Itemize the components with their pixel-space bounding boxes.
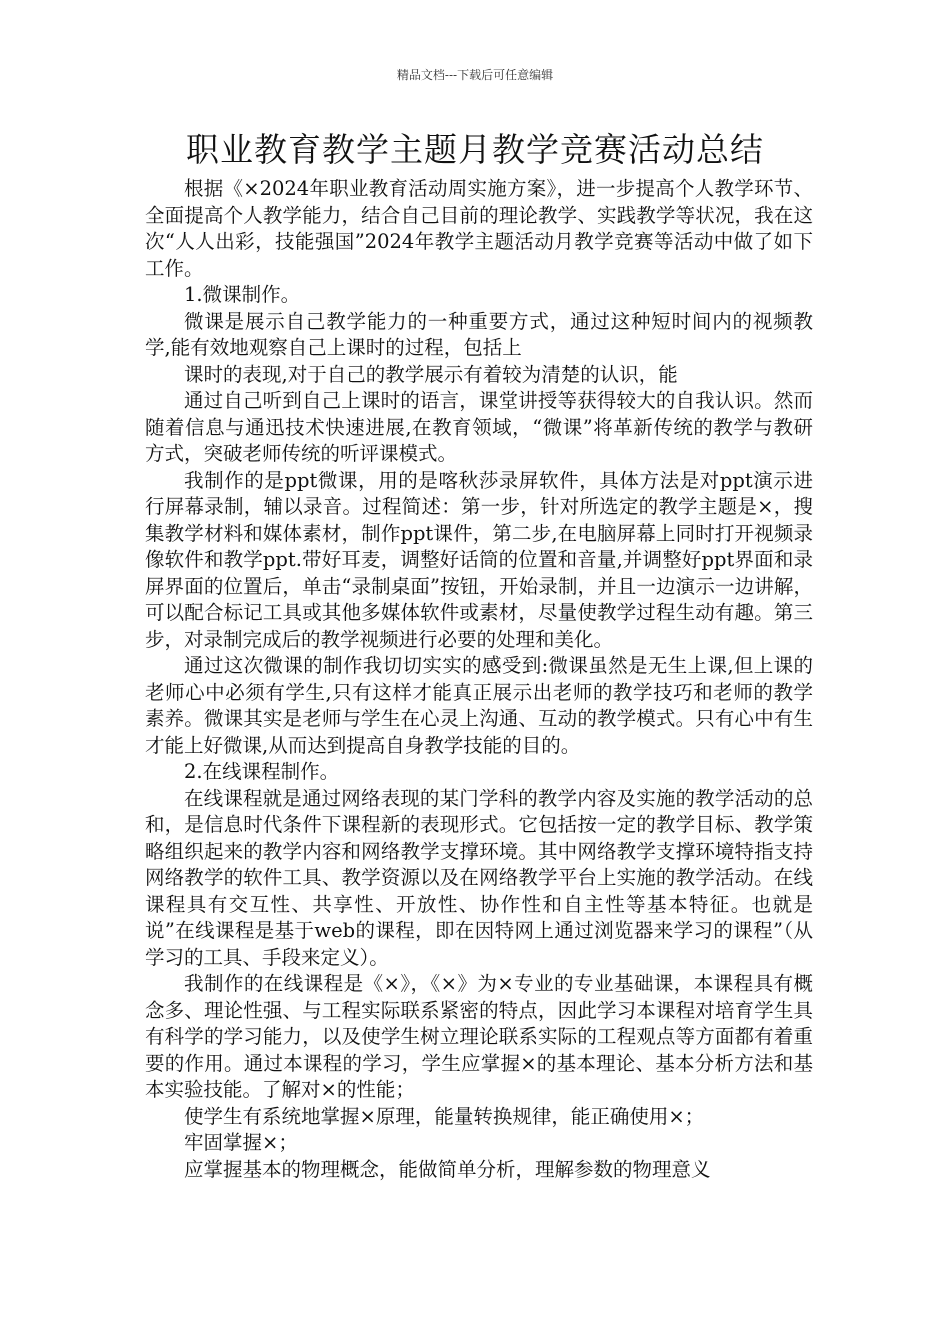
paragraph-ppt-method: 我制作的是ppt微课，用的是喀秋莎录屏软件，具体方法是对ppt演示进行屏幕录制，辅以录音。过程简述：第一步，针对所选定的教学主题是×，搜集教学材料和媒体素材，制作ppt课件，第二步,在电脑屏幕上同时打开视频录像软件和教学ppt.带好耳麦，调整好话筒的位置和音量,并调整好ppt界面和录屏界面的位置后，单击“录制桌面”按钮，开始录制，并且一边演示一边讲解，可以配合标记工具或其他多媒体软件或素材，尽量使教学过程生动有趣。第三步，对录制完成后的教学视频进行必要的处理和美化。 <box>145 468 813 651</box>
paragraph-goal-2: 牢固掌握×； <box>184 1131 298 1154</box>
document-title: 职业教育教学主题月教学竞赛活动总结 <box>186 130 764 169</box>
section-heading-micro-lesson: 1.微课制作。 <box>184 283 301 306</box>
paragraph-micro-lesson-reflection: 通过这次微课的制作我切切实实的感受到:微课虽然是无生上课,但上课的老师心中必须有学生,只有这样才能真正展示出老师的教学技巧和老师的教学素养。微课其实是老师与学生在心灵上沟通、互动的教学模式。只有心中有生才能上好微课,从而达到提高自身教学技能的目的。 <box>145 654 813 757</box>
paragraph-intro: 根据《×2024年职业教育活动周实施方案》，进一步提高个人教学环节、全面提高个人教学能力，结合自己目前的理论教学、实践教学等状况，我在这次“人人出彩，技能强国”2024年教学主题活动月教学竞赛等活动中做了如下工作。 <box>145 177 813 280</box>
paragraph-self-awareness: 通过自己听到自己上课时的语言，课堂讲授等获得较大的自我认识。然而随着信息与通迅技术快速进展,在教育领域，“微课”将革新传统的教学与教研方式，突破老师传统的听评课模式。 <box>145 389 813 465</box>
paragraph-online-course-mine: 我制作的在线课程是《×》，《×》为×专业的专业基础课，本课程具有概念多、理论性强、与工程实际联系紧密的特点，因此学习本课程对培育学生具有科学的学习能力，以及使学生树立理论联系实际的工程观点等方面都有着重要的作用。通过本课程的学习，学生应掌握×的基本理论、基本分析方法和基本实验技能。了解对×的性能； <box>145 972 813 1101</box>
paragraph-online-course-definition: 在线课程就是通过网络表现的某门学科的教学内容及实施的教学活动的总和，是信息时代条件下课程新的表现形式。它包括按一定的教学目标、教学策略组织起来的教学内容和网络教学支撑环境。其中网络教学支撑环境特指支持网络教学的软件工具、教学资源以及在网络教学平台上实施的教学活动。在线课程具有交互性、共享性、开放性、协作性和自主性等基本特征。也就是说”在线课程是基于web的课程，即在因特网上通过浏览器来学习的课程”（从学习的工具、手段来定义）。 <box>145 786 813 969</box>
paragraph-fragment: 课时的表现,对于自己的教学展示有着较为清楚的认识，能 <box>184 362 678 386</box>
paragraph-goal-1: 使学生有系统地掌握×原理，能量转换规律，能正确使用×； <box>184 1104 705 1128</box>
paragraph-goal-3: 应掌握基本的物理概念，能做简单分析，理解参数的物理意义 <box>184 1157 711 1181</box>
document-body <box>145 176 813 1183</box>
section-heading-online-course: 2.在线课程制作。 <box>184 760 340 783</box>
header-note: 精品文档---下载后可任意编辑 <box>396 68 554 82</box>
paragraph-micro-lesson-intro: 微课是展示自己教学能力的一种重要方式，通过这种短时间内的视频教学,能有效地观察自己上课时的过程，包括上 <box>145 309 813 359</box>
